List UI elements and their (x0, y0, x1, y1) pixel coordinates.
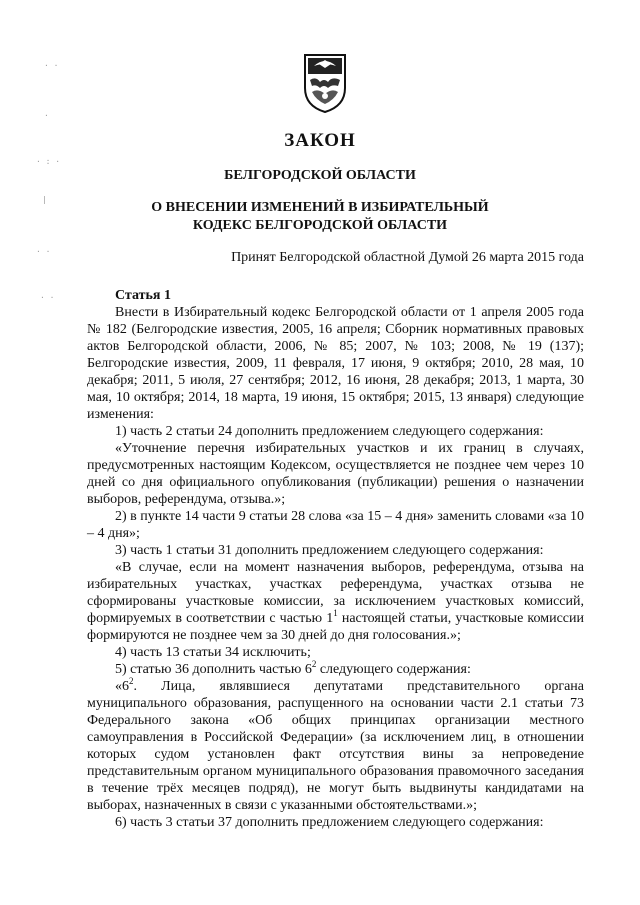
amendment-text-part: . Лица, являвшиеся депутатами представительного органа муниципального образования, распущенного на основании части 2.1 статьи 73 Федерального закона «Об общих принципах организации местного самоуправления в Российской Федерации» (за исключением лиц, в отношении которых судом установлен факт отсутствия вины за непроведение представительным органом муниципального образования правомочного заседания в течение трёх месяцев подряд), не могут быть выдвинуты кандидатами на выборах, назначенных в связи с указанными обстоятельствами.»; (87, 679, 584, 813)
superscript: 2 (311, 659, 317, 669)
law-subject-line: О ВНЕСЕНИИ ИЗМЕНЕНИЙ В ИЗБИРАТЕЛЬНЫЙ (151, 200, 489, 215)
amendment-item: 6) часть 3 статьи 37 дополнить предложением следующего содержания: (115, 815, 544, 830)
amendment-text: «Уточнение перечня избирательных участков и их границ в случаях, предусмотренных настоящим Кодексом, осуществляется не позднее чем через 10 дней со дня официального опубликования (публикации) решения о назначении выборов, референдума, отзыва.»; (87, 441, 584, 507)
amendment-item: 4) часть 13 статьи 34 исключить; (115, 645, 311, 660)
coat-of-arms-icon (302, 52, 348, 114)
amendment-text-part: «6 (115, 679, 129, 694)
amendment-item: 3) часть 1 статьи 31 дополнить предложением следующего содержания: (115, 543, 544, 558)
scan-mark: · : · (36, 157, 61, 166)
article-heading: Статья 1 (115, 288, 171, 303)
law-body (87, 287, 584, 831)
scan-mark: · · (40, 293, 55, 302)
law-subject (0, 199, 640, 235)
scan-mark: · · (36, 247, 51, 256)
amendment-item-part: 5) статью 36 дополнить частью 6 (115, 662, 312, 677)
region-title: БЕЛГОРОДСКОЙ ОБЛАСТИ (224, 168, 416, 183)
amendment-text-part: настоящей статьи, участковые комиссии формируются не позднее чем за 30 дней до дня голосования.»; (87, 611, 585, 643)
scan-mark: | (42, 195, 47, 204)
amendment-text (87, 559, 584, 644)
law-subject-line: КОДЕКС БЕЛГОРОДСКОЙ ОБЛАСТИ (192, 218, 448, 233)
superscript: 1 (333, 608, 338, 618)
amendment-item (87, 661, 584, 678)
amendment-item-part: следующего содержания: (316, 662, 471, 677)
adoption-note: Принят Белгородской областной Думой 26 марта 2015 года (231, 250, 584, 265)
amendment-item: 2) в пункте 14 части 9 статьи 28 слова «за 15 – 4 дня» заменить словами «за 10 – 4 дня»; (87, 509, 585, 541)
article-intro: Внести в Избирательный кодекс Белгородской области от 1 апреля 2005 года № 182 (Белгородские известия, 2005, 16 апреля; Сборник нормативных правовых актов Белгородской области, 2006, № 85; 2007, № 103; 2008, № 19 (137); Белгородские известия, 2009, 11 февраля, 17 июня, 9 октября; 2010, 28 мая, 10 декабря; 2011, 5 июля, 27 сентября; 2012, 16 июня, 28 декабря; 2013, 1 марта, 30 мая, 10 октября; 2014, 18 марта, 19 июня, 15 октября; 2015, 13 января) следующие изменения: (87, 305, 584, 422)
scan-mark: · · (44, 61, 59, 70)
amendment-item: 1) часть 2 статьи 24 дополнить предложением следующего содержания: (115, 424, 544, 439)
amendment-text-part: «В случае, если на момент назначения выборов, референдума, отзыва на избирательных участках, участках референдума, участках отзыва не сформированы участковые комиссии, за исключением участковых комиссий, формируемых в соответствии с частью 1 (87, 560, 584, 626)
scan-mark: · (44, 111, 49, 120)
amendment-text (87, 678, 584, 814)
superscript: 2 (129, 676, 134, 686)
law-title: ЗАКОН (284, 130, 356, 151)
